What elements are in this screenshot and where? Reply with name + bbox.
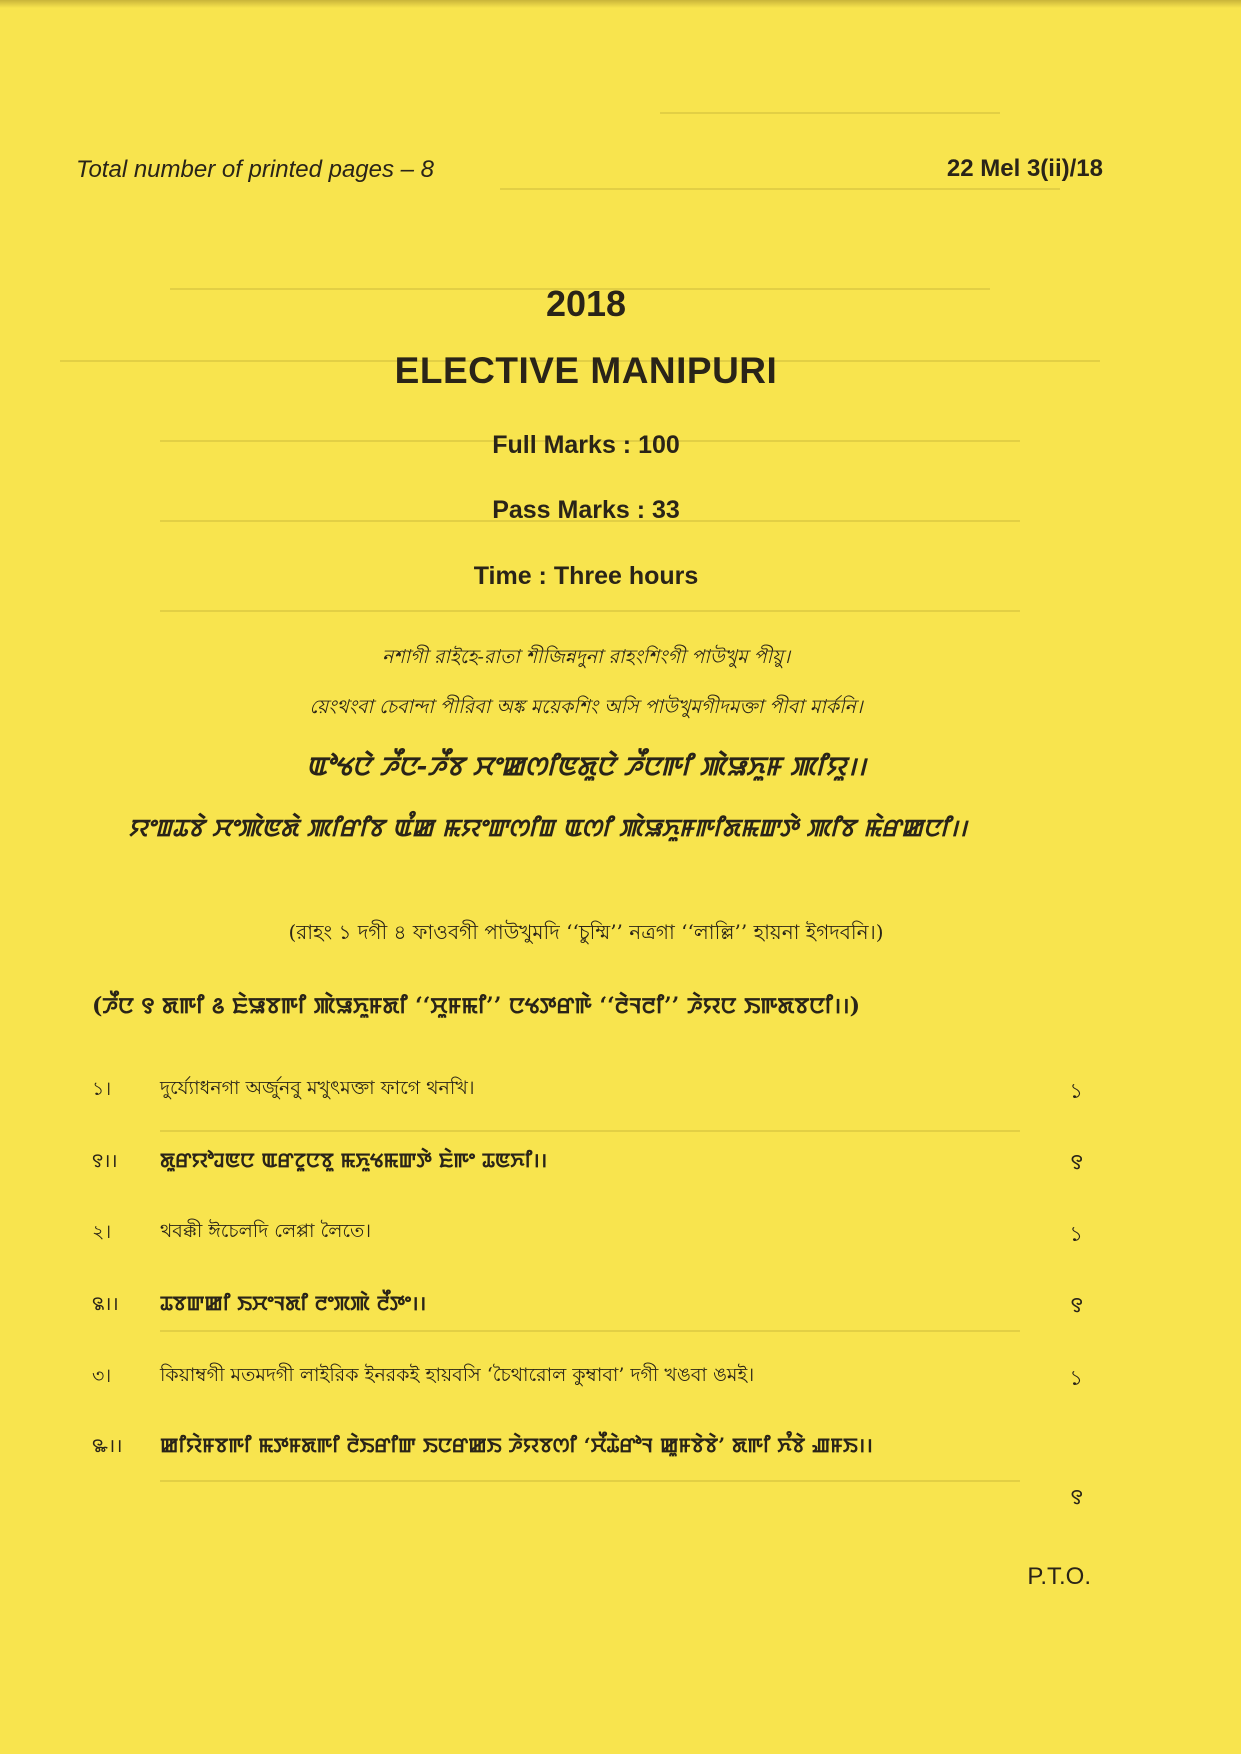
question-number: ৩। <box>92 1365 112 1387</box>
instruction-bengali-2: য়েংথংবা চেবান্দা পীরিবা অঙ্ক ময়েকশিং অসি পাউখুমগীদমক্তা পীবা মার্কনি। <box>309 696 863 718</box>
please-turn-over: P.T.O. <box>1027 1563 1091 1590</box>
question-text: কিয়াম্বগী মতমদগী লাইরিক ইনরকই হায়বসি ‘চৈথারোল কুম্বাবা’ দগী খঙবা ঙমই। <box>160 1364 755 1386</box>
printed-pages-note: Total number of printed pages – 8 <box>76 156 435 183</box>
bleed-through-line <box>660 112 1000 114</box>
bleed-through-line <box>160 1130 1020 1132</box>
question-marks: ১ <box>1069 1079 1083 1103</box>
question-rule-bengali: (রাহং ১ দগী ৪ ফাওবগী পাউখুমদি ‘‘চুম্মি’’ নত্রগা ‘‘লাল্লি’’ হায়না ইগদবনি।) <box>288 920 884 944</box>
subject-title: ELECTIVE MANIPURI <box>394 350 778 391</box>
exam-year: 2018 <box>545 283 627 324</box>
question-marks: ꯱ <box>1070 1293 1083 1317</box>
page-top-edge <box>0 0 1241 8</box>
bleed-through-line <box>160 1330 1020 1332</box>
bleed-through-line <box>160 1480 1020 1482</box>
question-text: দুর্য্যোধনগা অর্জুনবু মখুৎমক্তা ফাগে থনখি। <box>160 1077 475 1099</box>
question-marks: ১ <box>1069 1366 1083 1390</box>
question-number: ২। <box>92 1221 112 1243</box>
exam-duration: Time : Three hours <box>473 562 699 590</box>
question-number: ১। <box>92 1078 112 1100</box>
instruction-meetei-1: ꯑꯣꯠꯅꯥ ꯍꯩꯅ-ꯍꯩꯕ ꯆꯦꯀꯁꯤꯟꯗꯨꯅꯥ ꯍꯩꯅꯒꯤ ꯄꯥꯎꯈꯨꯝ ꯄꯤꯌꯨ।। <box>305 752 867 782</box>
bleed-through-line <box>160 610 1020 612</box>
question-text: ꯀꯤꯌꯥꯝꯕꯒꯤ ꯃꯇꯝꯗꯒꯤ ꯂꯥꯏꯔꯤꯛ ꯏꯅꯔꯀꯏ ꯍꯥꯌꯕꯁꯤ ‘ꯆꯩꯊꯥꯔꯣꯜ ꯀꯨꯝꯕꯥꯕꯥ’ ꯗꯒꯤ ꯈꯪꯕꯥ ꯉꯝꯏ।। <box>160 1433 873 1457</box>
question-marks: ꯱ <box>1070 1150 1083 1174</box>
bleed-through-line <box>500 188 1060 190</box>
question-number: ꯳।। <box>92 1435 123 1457</box>
question-rule-meetei: (ꯍꯩꯅ ꯱ ꯗꯒꯤ ꯴ ꯐꯥꯎꯕꯒꯤ ꯄꯥꯎꯈꯨꯝꯗꯤ ‘‘ꯆꯨꯝꯃꯤ’’ ꯅꯠꯇꯔꯒꯥ ‘‘ꯂꯥꯜꯂꯤ’’ ꯍꯥꯌꯅ ꯏꯒꯗꯕꯅꯤ।।) <box>92 993 860 1019</box>
question-marks: ১ <box>1069 1222 1083 1246</box>
question-number: ꯲।। <box>92 1293 119 1315</box>
paper-code: 22 Mel 3(ii)/18 <box>946 155 1103 182</box>
instruction-bengali-1: নশাগী রাইহে-রাতা শীজিন্নদুনা রাহংশিংগী পাউখুম পীয়ু। <box>382 646 790 668</box>
question-number: ꯱।। <box>92 1150 118 1172</box>
question-text: ꯊꯕꯛꯀꯤ ꯏꯆꯦꯜꯗꯤ ꯂꯦꯞꯄꯥ ꯂꯩꯇꯦ।। <box>160 1291 427 1315</box>
instruction-meetei-2: ꯌꯦꯡꯊꯕꯥ ꯆꯦꯄꯥꯟꯗꯥ ꯄꯤꯔꯤꯕ ꯑꯪꯀ ꯃꯌꯦꯛꯁꯤꯡ ꯑꯁꯤ ꯄꯥꯎꯈꯨꯝꯒꯤꯗꯃꯛꯇꯥ ꯄꯤꯕ ꯃꯥꯔꯀꯅꯤ।। <box>128 813 968 842</box>
question-marks: ꯱ <box>1070 1485 1083 1509</box>
question-text: থবক্কী ঈচেলদি লেপ্পা লৈতে। <box>160 1220 372 1242</box>
full-marks: Full Marks : 100 <box>492 431 680 459</box>
pass-marks: Pass Marks : 33 <box>492 496 680 524</box>
question-text: ꯗꯨꯔꯌꯣꯙꯟꯅ ꯑꯔꯖꯨꯅꯕꯨ ꯃꯈꯨꯠꯃꯛꯇꯥ ꯐꯥꯒꯦ ꯊꯟꯈꯤ।। <box>160 1148 548 1172</box>
